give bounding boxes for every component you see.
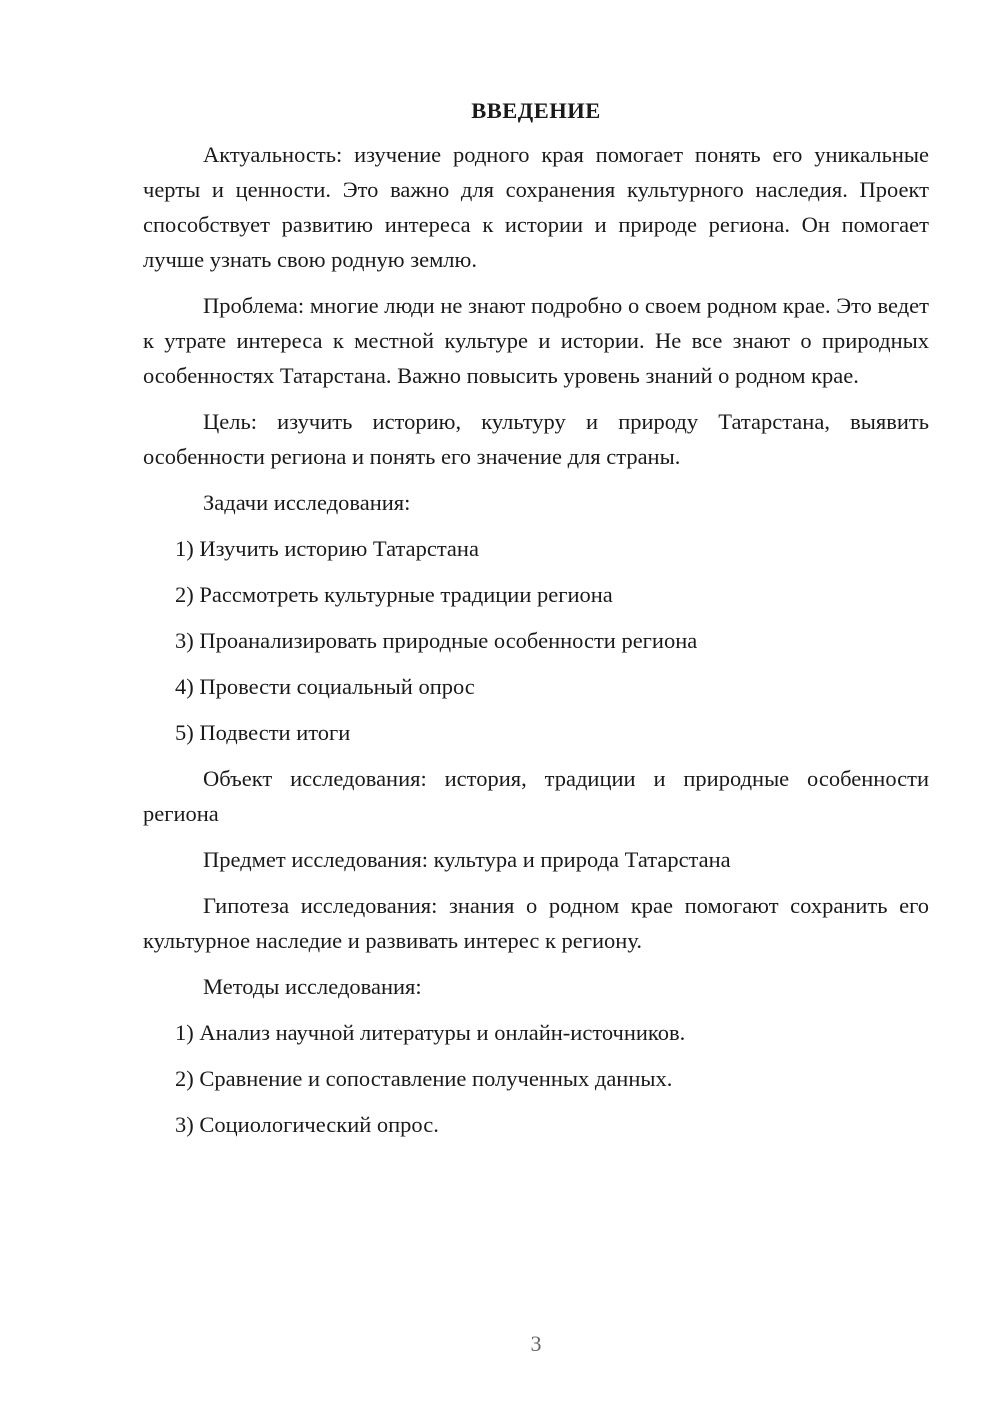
task-item: 2) Рассмотреть культурные традиции региона: [175, 582, 613, 607]
tasks-heading: Задачи исследования:: [203, 490, 411, 515]
task-item: 1) Изучить историю Татарстана: [175, 536, 479, 561]
subject-paragraph: Предмет исследования: культура и природа Татарстана: [203, 847, 731, 872]
method-item: 3) Социологический опрос.: [175, 1112, 439, 1137]
method-item: 1) Анализ научной литературы и онлайн-источников.: [175, 1020, 686, 1045]
task-item: 4) Провести социальный опрос: [175, 674, 475, 699]
methods-list: [143, 1015, 929, 1142]
tasks-list: [143, 531, 929, 750]
document-page: [143, 95, 929, 1153]
method-item: 2) Сравнение и сопоставление полученных данных.: [175, 1066, 673, 1091]
hypothesis-paragraph: Гипотеза исследования: знания о родном крае помогают сохранить его культурное наследие и развивать интерес к региону.: [143, 893, 929, 953]
page-number: 3: [530, 1331, 542, 1356]
relevance-paragraph: Актуальность: изучение родного края помогает понять его уникальные черты и ценности. Это важно для сохранения культурного наследия. Проект способствует развитию интереса к истории и природе региона. Он помогает лучше узнать свою родную землю.: [143, 142, 929, 272]
task-item: 3) Проанализировать природные особенности региона: [175, 628, 698, 653]
methods-heading: Методы исследования:: [203, 974, 422, 999]
page-title: ВВЕДЕНИЕ: [471, 98, 601, 123]
goal-paragraph: Цель: изучить историю, культуру и природу Татарстана, выявить особенности региона и понять его значение для страны.: [143, 409, 929, 469]
problem-paragraph: Проблема: многие люди не знают подробно о своем родном крае. Это ведет к утрате интереса к местной культуре и истории. Не все знают о природных особенностях Татарстана. Важно повысить уровень знаний о родном крае.: [143, 293, 929, 388]
task-item: 5) Подвести итоги: [175, 720, 351, 745]
object-paragraph: Объект исследования: история, традиции и природные особенности региона: [143, 766, 929, 826]
